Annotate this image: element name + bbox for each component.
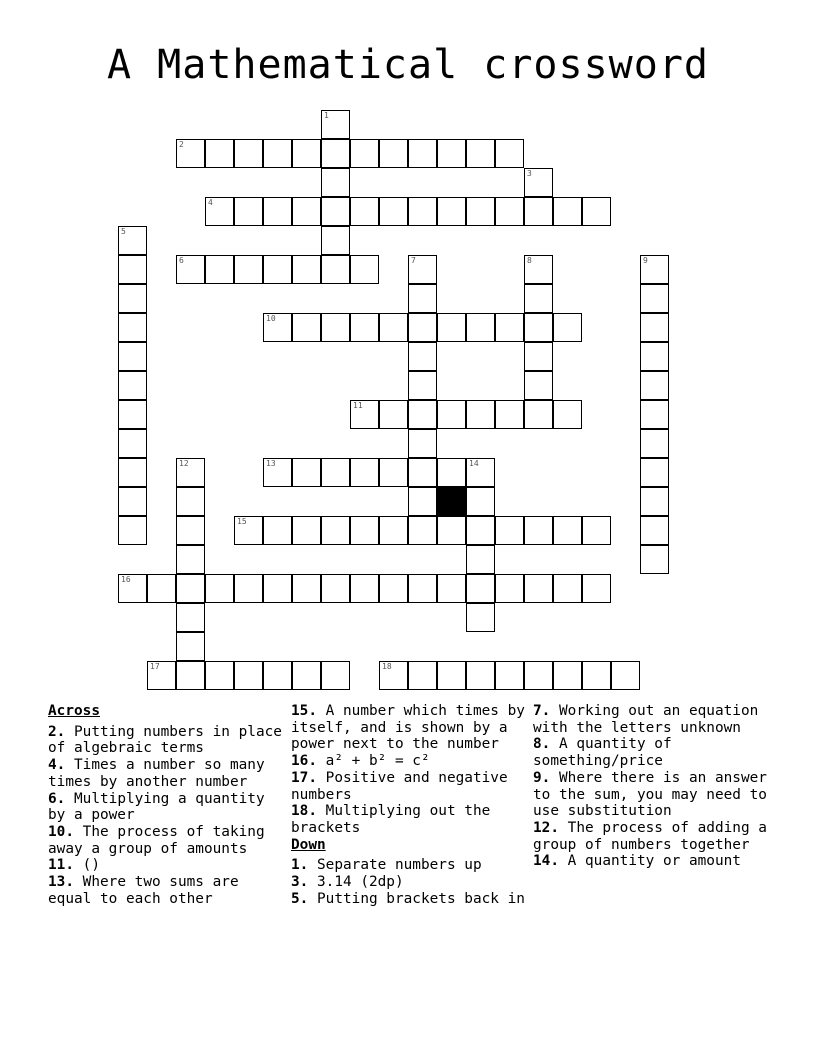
- grid-cell[interactable]: [495, 139, 524, 168]
- grid-cell[interactable]: [263, 139, 292, 168]
- grid-cell[interactable]: [553, 516, 582, 545]
- grid-cell[interactable]: [234, 139, 263, 168]
- clue-text: A number which times by itself, and is shown by a power next to the number: [291, 703, 525, 753]
- grid-cell[interactable]: [205, 197, 234, 226]
- grid-cell[interactable]: [524, 371, 553, 400]
- clue-number: 13.: [48, 874, 74, 891]
- grid-cell[interactable]: [466, 545, 495, 574]
- grid-cell[interactable]: [176, 603, 205, 632]
- grid-cell[interactable]: [495, 197, 524, 226]
- grid-cell[interactable]: [495, 574, 524, 603]
- clue-number: 8.: [533, 736, 551, 753]
- grid-cell[interactable]: [263, 458, 292, 487]
- grid-cell[interactable]: [582, 197, 611, 226]
- grid-cell[interactable]: [553, 574, 582, 603]
- clue-text: 3.14 (2dp): [317, 874, 404, 891]
- grid-cell[interactable]: [321, 226, 350, 255]
- clue-number: 3.: [291, 874, 309, 891]
- grid-cell[interactable]: [350, 458, 379, 487]
- cell-number: 16: [121, 575, 131, 584]
- grid-cell[interactable]: [176, 661, 205, 690]
- clue-text: The process of taking away a group of amounts: [48, 823, 265, 857]
- grid-cell[interactable]: [640, 429, 669, 458]
- clue-number: 16.: [291, 753, 317, 770]
- grid-cell[interactable]: [553, 400, 582, 429]
- grid-cell[interactable]: [466, 487, 495, 516]
- grid-cell[interactable]: [321, 139, 350, 168]
- grid-cell[interactable]: [640, 545, 669, 574]
- grid-cell[interactable]: [350, 139, 379, 168]
- grid-cell[interactable]: [379, 400, 408, 429]
- grid-cell[interactable]: [640, 342, 669, 371]
- grid-cell[interactable]: [524, 516, 553, 545]
- grid-cell[interactable]: [640, 516, 669, 545]
- grid-cell[interactable]: [466, 197, 495, 226]
- grid-cell[interactable]: [640, 371, 669, 400]
- clue-number: 12.: [533, 819, 559, 836]
- grid-cell[interactable]: [176, 545, 205, 574]
- clue-down-12: [533, 820, 773, 853]
- clue-across-6: [48, 791, 283, 824]
- grid-cell[interactable]: [379, 139, 408, 168]
- cell-number: 11: [353, 401, 363, 410]
- clue-number: 7.: [533, 703, 551, 719]
- grid-cell[interactable]: [321, 458, 350, 487]
- grid-cell[interactable]: [640, 284, 669, 313]
- grid-cell[interactable]: [118, 574, 147, 603]
- grid-cell[interactable]: [205, 139, 234, 168]
- grid-cell[interactable]: [321, 516, 350, 545]
- clue-text: Where two sums are equal to each other: [48, 874, 239, 907]
- clue-text: Separate numbers up: [317, 857, 482, 874]
- cell-number: 5: [121, 227, 126, 236]
- across-heading: Across: [48, 703, 100, 719]
- grid-cell[interactable]: [350, 255, 379, 284]
- grid-cell[interactable]: [205, 574, 234, 603]
- grid-cell[interactable]: [350, 197, 379, 226]
- grid-cell[interactable]: [437, 574, 466, 603]
- grid-cell[interactable]: [292, 516, 321, 545]
- grid-cell[interactable]: [495, 516, 524, 545]
- grid-cell[interactable]: [118, 487, 147, 516]
- grid-cell[interactable]: [437, 400, 466, 429]
- grid-cell[interactable]: [263, 197, 292, 226]
- grid-cell[interactable]: [408, 313, 437, 342]
- grid-cell[interactable]: [408, 371, 437, 400]
- clue-text: A quantity or amount: [567, 853, 741, 870]
- grid-cell[interactable]: [640, 313, 669, 342]
- cell-number: 9: [643, 256, 648, 265]
- grid-cell[interactable]: [379, 313, 408, 342]
- clue-across-18: [291, 803, 526, 836]
- cell-number: 13: [266, 459, 276, 468]
- grid-cell[interactable]: [437, 458, 466, 487]
- cell-number: 10: [266, 314, 276, 323]
- clue-across-16: [291, 753, 526, 770]
- grid-cell[interactable]: [408, 139, 437, 168]
- grid-cell[interactable]: [321, 197, 350, 226]
- grid-cell[interactable]: [176, 255, 205, 284]
- grid-cell[interactable]: [408, 661, 437, 690]
- grid-cell[interactable]: [379, 661, 408, 690]
- grid-cell[interactable]: [408, 487, 437, 516]
- grid-cell[interactable]: [321, 574, 350, 603]
- clue-number: 11.: [48, 857, 74, 874]
- clue-number: 4.: [48, 757, 66, 774]
- cell-number: 6: [179, 256, 184, 265]
- grid-cell[interactable]: [466, 603, 495, 632]
- clue-text: Where there is an answer to the sum, you may need to use substitution: [533, 769, 767, 820]
- grid-cell[interactable]: [321, 110, 350, 139]
- page-title: A Mathematical crossword: [107, 42, 709, 88]
- clue-down-1: [291, 857, 526, 874]
- grid-cell[interactable]: [495, 400, 524, 429]
- grid-cell[interactable]: [495, 313, 524, 342]
- grid-cell[interactable]: [408, 342, 437, 371]
- grid-cell[interactable]: [176, 632, 205, 661]
- grid-cell[interactable]: [437, 197, 466, 226]
- grid-cell[interactable]: [466, 661, 495, 690]
- grid-cell[interactable]: [408, 400, 437, 429]
- grid-cell[interactable]: [292, 197, 321, 226]
- grid-cell[interactable]: [205, 255, 234, 284]
- grid-cell[interactable]: [321, 661, 350, 690]
- grid-cell[interactable]: [234, 516, 263, 545]
- grid-cell[interactable]: [321, 313, 350, 342]
- grid-cell[interactable]: [524, 574, 553, 603]
- grid-cell[interactable]: [350, 313, 379, 342]
- grid-cell[interactable]: [263, 255, 292, 284]
- clue-number: 5.: [291, 890, 309, 907]
- grid-cell[interactable]: [553, 313, 582, 342]
- grid-cell[interactable]: [292, 574, 321, 603]
- grid-cell[interactable]: [408, 574, 437, 603]
- clue-text: Working out an equation with the letters unknown: [533, 703, 759, 736]
- grid-cell[interactable]: [176, 458, 205, 487]
- grid-cell[interactable]: [118, 400, 147, 429]
- cell-number: 18: [382, 662, 392, 671]
- grid-cell[interactable]: [524, 313, 553, 342]
- clue-number: 1.: [291, 857, 309, 874]
- clue-down-7: [533, 703, 773, 736]
- clue-text: Multiplying a quantity by a power: [48, 790, 265, 824]
- grid-cell[interactable]: [437, 139, 466, 168]
- clues-column-1: [48, 703, 283, 907]
- grid-cell[interactable]: [263, 574, 292, 603]
- grid-cell[interactable]: [118, 458, 147, 487]
- cell-number: 2: [179, 140, 184, 149]
- grid-cell[interactable]: [234, 574, 263, 603]
- grid-cell[interactable]: [611, 661, 640, 690]
- grid-cell[interactable]: [321, 168, 350, 197]
- clue-across-15: [291, 703, 526, 753]
- grid-cell[interactable]: [234, 255, 263, 284]
- grid-cell[interactable]: [408, 429, 437, 458]
- grid-cell[interactable]: [118, 313, 147, 342]
- grid-cell[interactable]: [466, 313, 495, 342]
- cell-number: 7: [411, 256, 416, 265]
- grid-cell[interactable]: [408, 516, 437, 545]
- clue-number: 15.: [291, 703, 317, 719]
- clue-across-17: [291, 770, 526, 803]
- grid-cell[interactable]: [466, 516, 495, 545]
- cell-number: 8: [527, 256, 532, 265]
- clue-down-14: [533, 853, 773, 870]
- clue-down-5: [291, 891, 526, 908]
- grid-cell[interactable]: [582, 661, 611, 690]
- grid-cell[interactable]: [292, 661, 321, 690]
- grid-cell[interactable]: [263, 313, 292, 342]
- grid-cell[interactable]: [234, 197, 263, 226]
- grid-cell[interactable]: [118, 226, 147, 255]
- grid-cell[interactable]: [582, 574, 611, 603]
- grid-cell[interactable]: [408, 458, 437, 487]
- grid-cell[interactable]: [292, 458, 321, 487]
- grid-cell[interactable]: [350, 400, 379, 429]
- grid-cell[interactable]: [234, 661, 263, 690]
- grid-cell[interactable]: [524, 342, 553, 371]
- grid-cell[interactable]: [437, 313, 466, 342]
- grid-cell[interactable]: [437, 516, 466, 545]
- grid-cell[interactable]: [321, 255, 350, 284]
- cell-number: 14: [469, 459, 479, 468]
- clue-text: Positive and negative numbers: [291, 769, 508, 803]
- grid-cell[interactable]: [640, 255, 669, 284]
- grid-cell[interactable]: [118, 516, 147, 545]
- grid-cell[interactable]: [582, 516, 611, 545]
- clue-across-4: [48, 757, 283, 790]
- grid-cell[interactable]: [466, 458, 495, 487]
- grid-cell[interactable]: [466, 574, 495, 603]
- grid-cell[interactable]: [350, 574, 379, 603]
- clue-across-13: [48, 874, 283, 907]
- grid-cell[interactable]: [205, 661, 234, 690]
- clue-across-2: [48, 724, 283, 757]
- clue-text: The process of adding a group of numbers together: [533, 819, 767, 853]
- blocked-cell: [437, 487, 466, 516]
- clue-text: (): [82, 857, 100, 874]
- grid-cell[interactable]: [292, 255, 321, 284]
- clue-text: Putting numbers in place of algebraic terms: [48, 723, 282, 757]
- grid-cell[interactable]: [118, 342, 147, 371]
- grid-cell[interactable]: [176, 139, 205, 168]
- grid-cell[interactable]: [176, 574, 205, 603]
- grid-cell[interactable]: [379, 458, 408, 487]
- cell-number: 17: [150, 662, 160, 671]
- grid-cell[interactable]: [176, 516, 205, 545]
- grid-cell[interactable]: [553, 661, 582, 690]
- grid-cell[interactable]: [408, 255, 437, 284]
- cell-number: 1: [324, 111, 329, 120]
- grid-cell[interactable]: [495, 661, 524, 690]
- grid-cell[interactable]: [263, 516, 292, 545]
- clue-text: Times a number so many times by another number: [48, 757, 265, 790]
- clue-number: 6.: [48, 790, 66, 807]
- clue-text: A quantity of something/price: [533, 736, 672, 770]
- grid-cell[interactable]: [379, 197, 408, 226]
- grid-cell[interactable]: [640, 458, 669, 487]
- grid-cell[interactable]: [292, 313, 321, 342]
- grid-cell[interactable]: [524, 255, 553, 284]
- grid-cell[interactable]: [524, 197, 553, 226]
- clue-down-3: [291, 874, 526, 891]
- grid-cell[interactable]: [553, 197, 582, 226]
- grid-cell[interactable]: [118, 284, 147, 313]
- down-heading: Down: [291, 836, 326, 853]
- grid-cell[interactable]: [379, 516, 408, 545]
- grid-cell[interactable]: [147, 574, 176, 603]
- clues-column-3: [533, 703, 773, 870]
- grid-cell[interactable]: [408, 284, 437, 313]
- clue-number: 18.: [291, 803, 317, 820]
- grid-cell[interactable]: [118, 255, 147, 284]
- grid-cell[interactable]: [466, 400, 495, 429]
- grid-cell[interactable]: [147, 661, 176, 690]
- grid-cell[interactable]: [118, 371, 147, 400]
- grid-cell[interactable]: [292, 139, 321, 168]
- clue-down-9: [533, 770, 773, 820]
- grid-cell[interactable]: [524, 661, 553, 690]
- clue-text: a² + b² = c²: [325, 753, 430, 770]
- grid-cell[interactable]: [408, 197, 437, 226]
- grid-cell[interactable]: [466, 139, 495, 168]
- cell-number: 12: [179, 459, 189, 468]
- clues-column-2: [291, 703, 526, 907]
- clue-number: 10.: [48, 823, 74, 840]
- cell-number: 15: [237, 517, 247, 526]
- clue-across-11: [48, 857, 283, 874]
- clue-number: 14.: [533, 853, 559, 870]
- grid-cell[interactable]: [437, 661, 466, 690]
- grid-cell[interactable]: [118, 429, 147, 458]
- clue-number: 2.: [48, 723, 66, 740]
- clue-text: Putting brackets back in: [317, 890, 525, 907]
- clue-across-10: [48, 824, 283, 857]
- cell-number: 3: [527, 169, 532, 178]
- grid-cell[interactable]: [640, 400, 669, 429]
- grid-cell[interactable]: [379, 574, 408, 603]
- grid-cell[interactable]: [640, 487, 669, 516]
- clue-down-8: [533, 736, 773, 769]
- grid-cell[interactable]: [263, 661, 292, 690]
- grid-cell[interactable]: [176, 487, 205, 516]
- clue-text: Multiplying out the brackets: [291, 803, 491, 836]
- grid-cell[interactable]: [524, 168, 553, 197]
- cell-number: 4: [208, 198, 213, 207]
- grid-cell[interactable]: [524, 400, 553, 429]
- grid-cell[interactable]: [524, 284, 553, 313]
- clue-number: 17.: [291, 769, 317, 786]
- clue-number: 9.: [533, 769, 551, 786]
- grid-cell[interactable]: [350, 516, 379, 545]
